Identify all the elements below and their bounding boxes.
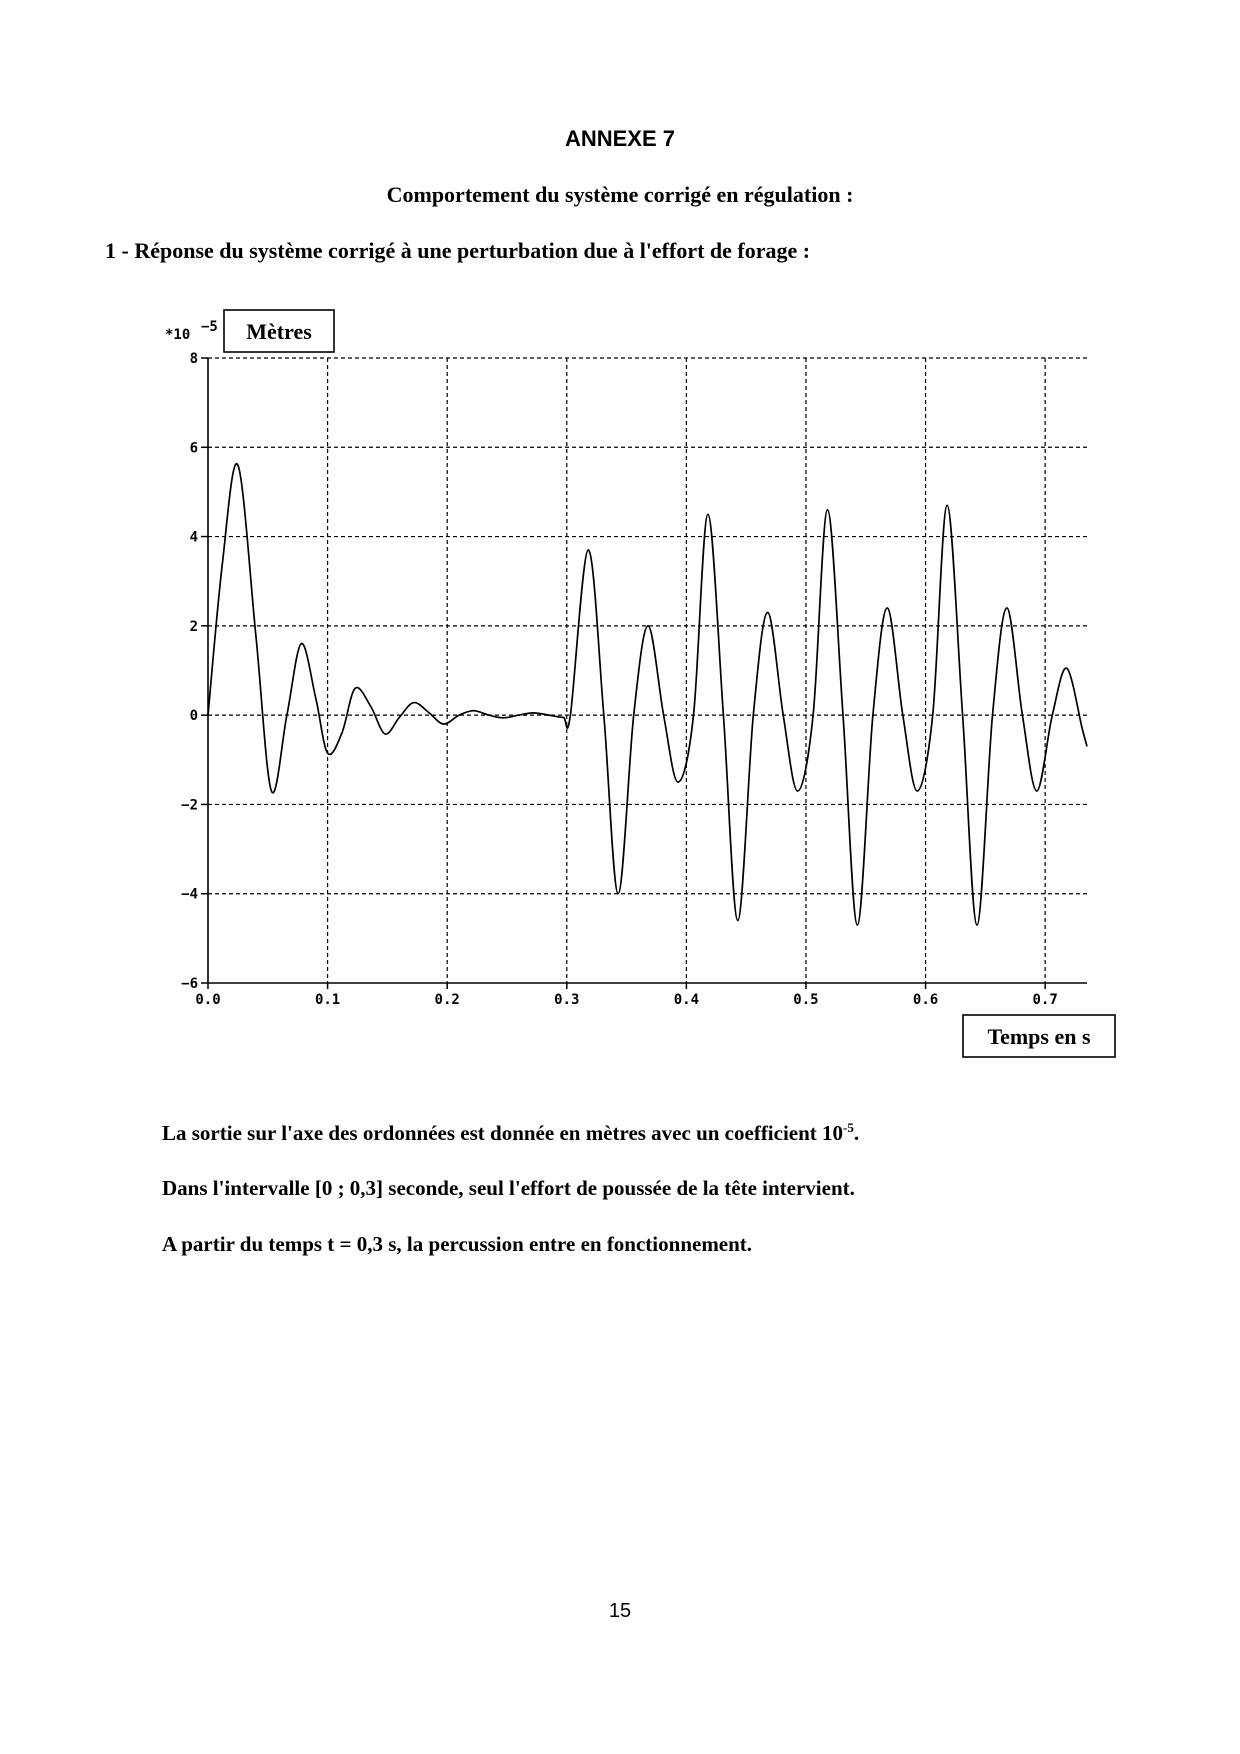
x-tick-label: 0.4	[673, 992, 700, 1008]
xlabel-text: Temps en s	[987, 1024, 1091, 1049]
x-tick-label: 0.0	[195, 992, 221, 1008]
x-tick-label: 0.1	[314, 992, 341, 1008]
annexe-title: ANNEXE 7	[564, 126, 676, 151]
ylabel-text: Mètres	[246, 319, 312, 344]
y-tick-label: 6	[189, 440, 198, 457]
y-tick-label: 0	[189, 708, 198, 725]
note-coefficient-text: La sortie sur l'axe des ordonnées est donnée en mètres avec un coefficient 10	[162, 1121, 844, 1145]
section-subtitle: Comportement du système corrigé en régulation :	[386, 182, 854, 207]
y-multiplier: *10	[165, 327, 191, 343]
note-coefficient	[162, 1120, 859, 1146]
page-number: 15	[608, 1600, 632, 1622]
label-layer	[165, 310, 1115, 1057]
y-tick-label: 8	[189, 351, 198, 367]
x-tick-label: 0.3	[554, 992, 580, 1008]
x-tick-label: 0.5	[793, 992, 819, 1008]
grid-layer	[208, 358, 1087, 983]
y-multiplier-exponent: −5	[201, 319, 218, 335]
x-tick-label: 0.6	[912, 992, 939, 1008]
y-tick-label: 4	[189, 529, 198, 546]
note-coefficient-period: .	[853, 1121, 860, 1145]
y-tick-label: −2	[181, 797, 198, 814]
note-percussion: A partir du temps t = 0,3 s, la percussion entre en fonctionnement.	[162, 1232, 753, 1256]
curve-layer	[208, 464, 1087, 925]
axes-layer	[201, 358, 1087, 989]
section-heading: 1 - Réponse du système corrigé à une perturbation due à l'effort de forage :	[105, 238, 811, 263]
response-curve	[208, 464, 1087, 925]
note-interval: Dans l'intervalle [0 ; 0,3] seconde, seul l'effort de poussée de la tête intervient.	[162, 1176, 855, 1200]
x-tick-label: 0.2	[434, 992, 460, 1008]
y-tick-label: −4	[181, 886, 198, 903]
y-tick-label: 2	[189, 618, 198, 635]
note-coefficient-exponent: -5	[843, 1120, 854, 1135]
x-tick-label: 0.7	[1032, 992, 1058, 1008]
y-tick-label: −6	[181, 976, 198, 992]
